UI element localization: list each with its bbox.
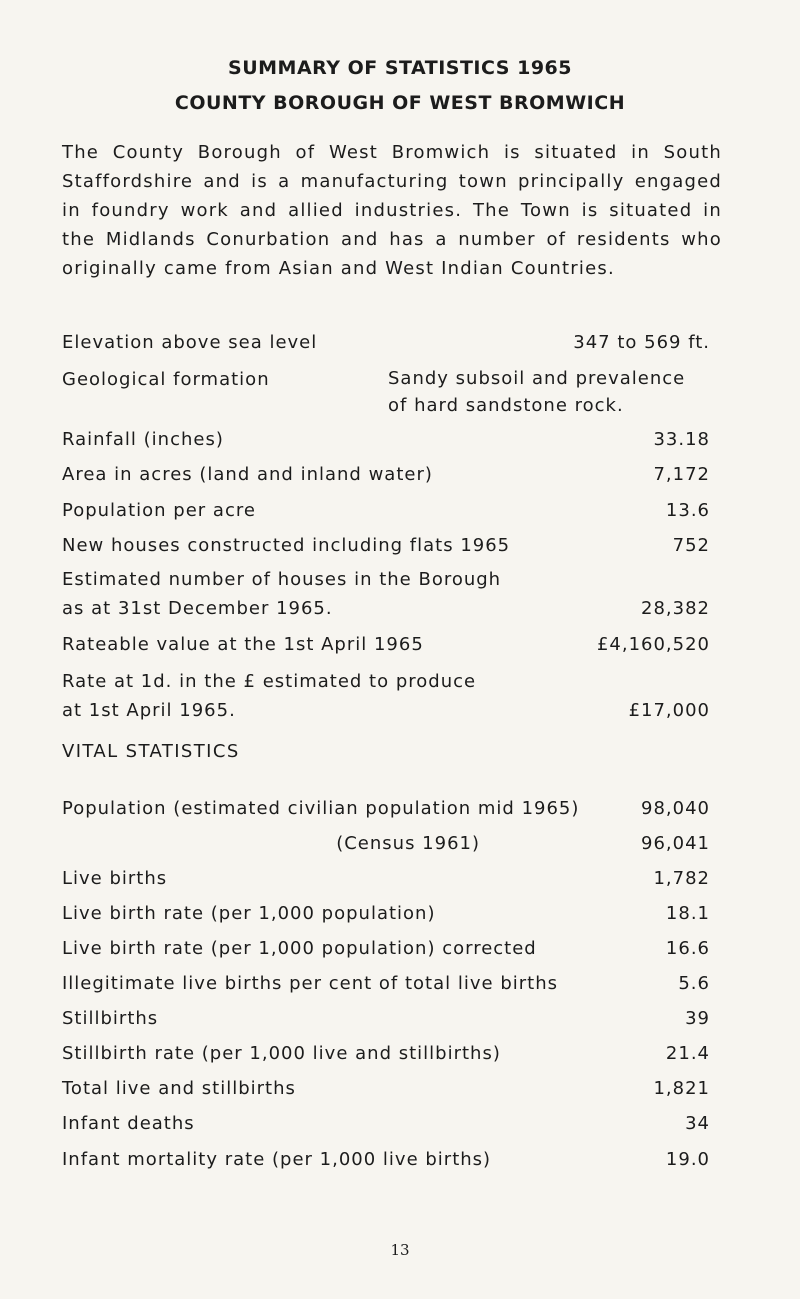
stat-value: 21.4 <box>665 1043 710 1064</box>
stat-label-line-2: at 1st April 1965. <box>62 700 236 721</box>
page-subtitle: COUNTY BOROUGH OF WEST BROMWICH <box>174 92 626 114</box>
stat-value: 39 <box>685 1008 710 1029</box>
geology-line-2: of hard sandstone rock. <box>388 395 624 416</box>
stat-value: 33.18 <box>653 429 710 450</box>
geology-line-1: Sandy subsoil and prevalence <box>388 368 686 389</box>
section-heading-vital-statistics: VITAL STATISTICS <box>62 741 240 762</box>
stat-value: 18.1 <box>665 903 710 924</box>
stat-value: 347 to 569 ft. <box>573 332 710 353</box>
stat-value: 13.6 <box>665 500 710 521</box>
stat-value: 1,782 <box>653 868 710 889</box>
stat-value: 19.0 <box>665 1149 710 1170</box>
stat-value <box>388 365 685 419</box>
stat-value: £17,000 <box>628 700 710 721</box>
stat-label: Population (estimated civilian population mid 1965) <box>62 798 580 819</box>
stat-label: Total live and stillbirths <box>62 1078 296 1099</box>
stat-label: Geological formation <box>62 369 270 390</box>
stat-label: Stillbirths <box>62 1008 159 1029</box>
stat-label: Rainfall (inches) <box>62 429 224 450</box>
stat-label: Infant deaths <box>62 1113 195 1134</box>
stat-label: Live birth rate (per 1,000 population) <box>62 903 436 924</box>
stat-value: 5.6 <box>678 973 710 994</box>
stat-label: (Census 1961) <box>336 833 480 854</box>
stat-value: 96,041 <box>641 833 710 854</box>
stat-label: Stillbirth rate (per 1,000 live and stillbirths) <box>62 1043 501 1064</box>
stat-label-line-2: as at 31st December 1965. <box>62 598 333 619</box>
stat-label: Infant mortality rate (per 1,000 live births) <box>62 1149 492 1170</box>
stat-value: £4,160,520 <box>596 634 710 655</box>
stat-label: Area in acres (land and inland water) <box>62 464 433 485</box>
stat-label-line-1: Rate at 1d. in the £ estimated to produce <box>62 671 477 692</box>
stat-value: 34 <box>685 1113 710 1134</box>
stat-label: Live birth rate (per 1,000 population) corrected <box>62 938 537 959</box>
stat-label: Population per acre <box>62 500 256 521</box>
stat-label: New houses constructed including flats 1965 <box>62 535 511 556</box>
stat-label-line-1: Estimated number of houses in the Borough <box>62 569 502 590</box>
stat-label: Live births <box>62 868 168 889</box>
stat-row-rate-penny <box>62 667 710 727</box>
page-number: 13 <box>390 1241 410 1259</box>
stat-label: Illegitimate live births per cent of total live births <box>62 973 558 994</box>
stat-label: Rateable value at the 1st April 1965 <box>62 634 424 655</box>
stat-value: 1,821 <box>653 1078 710 1099</box>
stat-value: 16.6 <box>665 938 710 959</box>
page-title: SUMMARY OF STATISTICS 1965 <box>228 57 572 79</box>
stat-value: 7,172 <box>653 464 710 485</box>
stat-value: 752 <box>672 535 710 556</box>
stat-row-geology <box>62 365 710 425</box>
stat-value: 28,382 <box>641 598 710 619</box>
intro-paragraph: The County Borough of West Bromwich is situated in South Staffordshire and is a manufacturing town principally engaged in foundry work and allied industries. The Town is situated in the Midlands Conurbation and has a number of residents who originally came from Asian and West Indian Countries. <box>62 142 722 279</box>
stat-value: 98,040 <box>641 798 710 819</box>
stat-label: Elevation above sea level <box>62 332 318 353</box>
stat-row-houses-estimate <box>62 565 710 625</box>
